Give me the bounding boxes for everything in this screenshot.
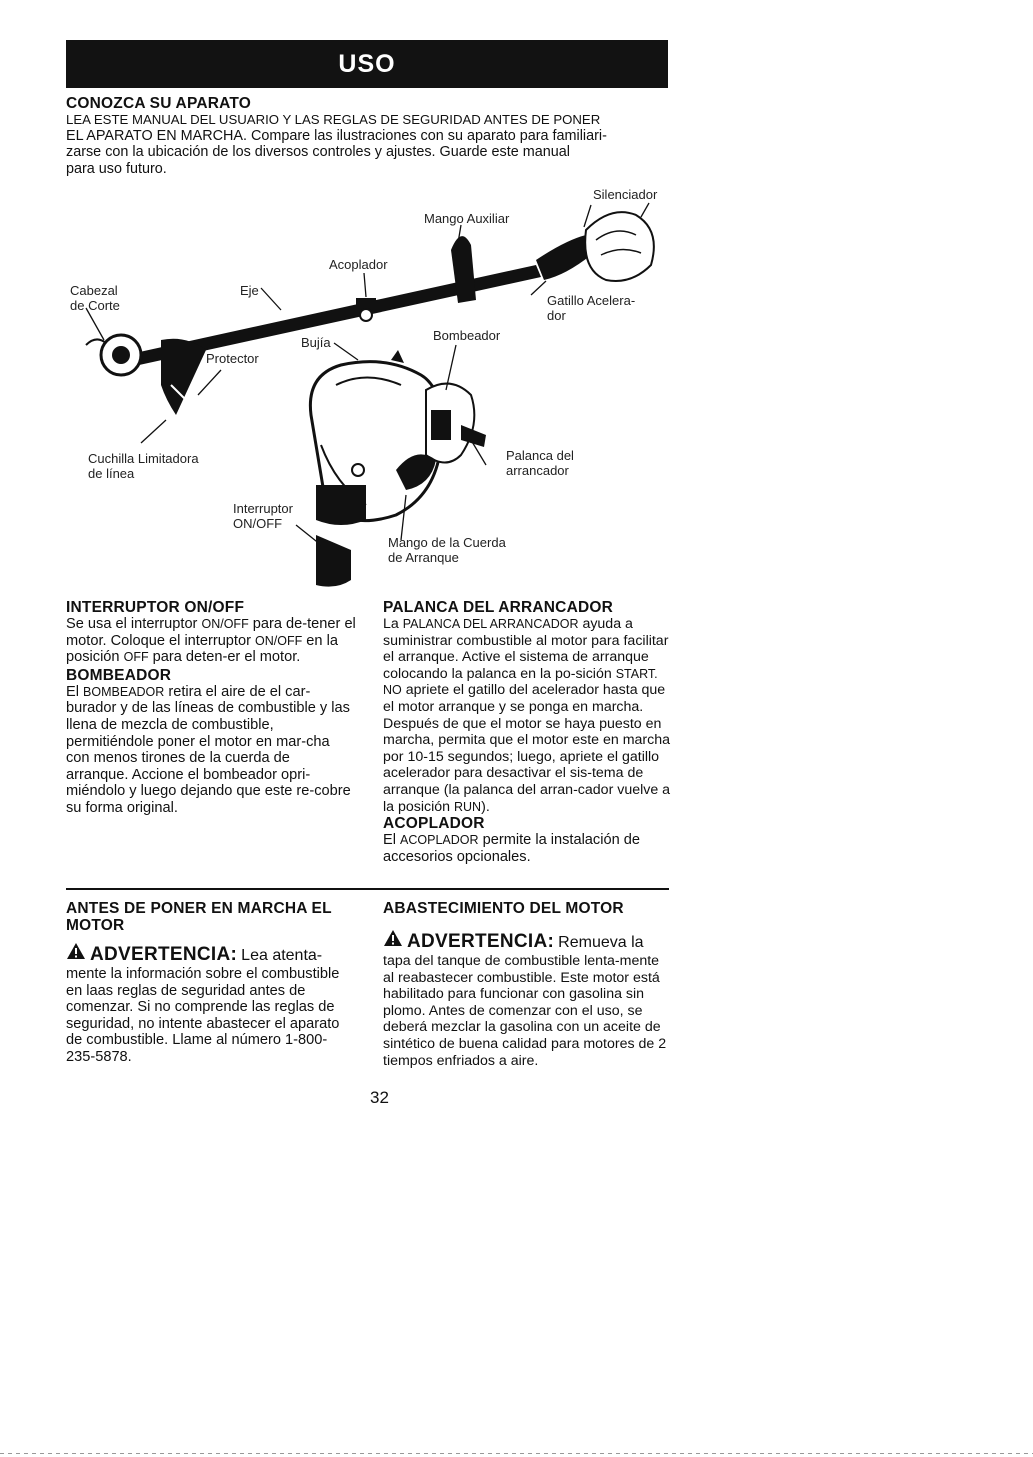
spark-plug-shape [391,350,404,363]
abastecimiento-warning-rest: Remueva la [558,934,644,951]
bombeador-text-b: retira el aire de el car-burador y de las líneas de combustible y las llena de mezcla de combustible, permitiéndole poner el motor en mar-cha con menos tirones de la cuerda de arranque. Accione el bombeador opri-miéndolo y luego dejando que este re-cobre su forma original. [66,683,351,816]
intro-line-1: LEA ESTE MANUAL DEL USUARIO Y LAS REGLAS DE SEGURIDAD ANTES DE PONER [66,112,601,127]
label-bujia: Bujía [301,335,331,350]
interruptor-text-a: Se usa el interruptor [66,616,198,632]
intro-line-3: zarse con la ubicación de los diversos controles y ajustes. Guarde este manual [66,144,570,161]
intro-line-4: para uso futuro. [66,160,167,177]
interruptor-text-sc3: OFF [123,650,149,665]
interruptor-text-b: para de-tener el motor. Coloque el interruptor [66,616,356,649]
antes-warning-rest: Lea atenta- [241,947,323,964]
muffler-shape [585,212,654,281]
palanca-text-sc1: PALANCA DEL ARRANCADOR [402,617,579,631]
label-cuchilla: Cuchilla Limitadora [88,451,199,466]
antes-heading-2: MOTOR [66,917,125,934]
antes-warning [66,942,366,966]
bombeador-text [66,684,356,817]
page-bottom-edge [0,1453,1033,1454]
label-de-corte: de Corte [70,298,120,313]
palanca-text-d: ). [481,798,490,815]
label-protector: Protector [206,351,259,366]
interruptor-heading: INTERRUPTOR ON/OFF [66,599,245,616]
palanca-text-c: apriete el gatillo del acelerador hasta que el motor arranque y se ponga en marcha. Después de que el motor se haya puesto en marcha, permita que el motor este en marcha por 10-15 segundos; luego, apriete el gatillo acelerador para desactivar el sis-tema de arranque (la palanca del arran-cador vuelve a la posición [383,682,671,815]
label-de-linea: de línea [88,466,135,481]
throttle-handle-shape [536,235,591,280]
fuel-tank-shape [316,485,366,525]
antes-warning-head: ADVERTENCIA: [90,944,238,965]
label-gatillo: Gatillo Acelera- [547,293,636,308]
label-de-arranque: de Arranque [388,550,459,565]
interruptor-text [66,616,356,666]
antes-heading-1: ANTES DE PONER EN MARCHA EL [66,900,332,917]
label-interruptor: Interruptor [233,501,293,516]
right-column [383,599,673,865]
label-cabezal: Cabezal [70,283,118,298]
label-mango-cuerda: Mango de la Cuerda [388,535,506,550]
label-palanca: Palanca del [506,448,574,463]
interruptor-text-d: para deten-er el motor. [152,649,301,666]
intro-heading: CONOZCA SU APARATO [66,95,252,112]
warning-triangle-icon [383,929,403,947]
guard-shape [161,339,206,415]
section-divider [66,888,669,890]
interruptor-text-sc2: ON/OFF [255,633,303,648]
acoplador-text-a: El [383,832,396,849]
label-eje: Eje [240,283,259,298]
interruptor-text-sc1: ON/OFF [201,617,249,631]
acoplador-text-b: permite la instalación de accesorios opcionales. [383,832,640,865]
palanca-text-a: La [383,616,399,632]
bombeador-heading: BOMBEADOR [66,666,172,684]
acoplador-text [383,832,673,865]
bombeador-text-a: El [66,683,79,700]
palanca-text-sc3: RUN [454,799,482,814]
label-gatillo-2: dor [547,308,566,323]
trimmer-drawing [66,185,670,595]
left-column [66,599,356,817]
label-acoplador: Acoplador [329,257,388,272]
label-arrancador: arrancador [506,463,569,478]
antes-section [66,900,366,1066]
bombeador-text-sc: BOMBEADOR [83,684,165,699]
abastecimiento-section [383,900,673,1069]
switch-grip-shape [316,535,351,587]
label-onoff: ON/OFF [233,516,283,531]
palanca-heading: PALANCA DEL ARRANCADOR [383,599,614,616]
palanca-text [383,616,673,815]
page-number: 32 [370,1088,389,1107]
intro-line-2: EL APARATO EN MARCHA. Compare las ilustraciones con su aparato para familiari- [66,128,607,145]
palanca-text-sc2: START. NO [383,666,658,698]
warning-triangle-icon [66,942,86,960]
antes-text: mente la información sobre el combustible en laas reglas de seguridad antes de comenzar. Si no comprende las reglas de seguridad, no intente abastecer el aparato de combustible. Llame al número 1-800-235-5878. [66,966,340,1065]
abastecimiento-text: tapa del tanque de combustible lenta-mente al reabastecer combustible. Este motor está habilitado para funcionar con gasolina sin plomo. Antes de comenzar con el uso, se deberá mezclar la gasolina con un aceite de sintético de buena calidad para motores de 2 tiempos enfriados a aire. [383,953,667,1069]
abastecimiento-heading: ABASTECIMIENTO DEL MOTOR [383,900,624,917]
trimmer-illustration [66,185,670,595]
abastecimiento-warning-head: ADVERTENCIA: [407,931,555,952]
banner-title: USO [338,49,396,78]
abastecimiento-warning [383,929,673,953]
acoplador-text-sc: ACOPLADOR [400,833,479,848]
section-banner [66,40,668,88]
label-silenciador: Silenciador [593,187,658,202]
intro-section [66,95,670,177]
label-bombeador: Bombeador [433,328,501,343]
cutting-head-shape [86,335,141,375]
interruptor-text-c: en la posición [66,632,338,666]
label-mango-auxiliar: Mango Auxiliar [424,211,510,226]
acoplador-heading: ACOPLADOR [383,815,485,833]
palanca-text-b: ayuda a suministrar combustible al motor para facilitar el arranque. Active el sistema de arranque colocando la palanca en la po-sición [383,616,669,682]
